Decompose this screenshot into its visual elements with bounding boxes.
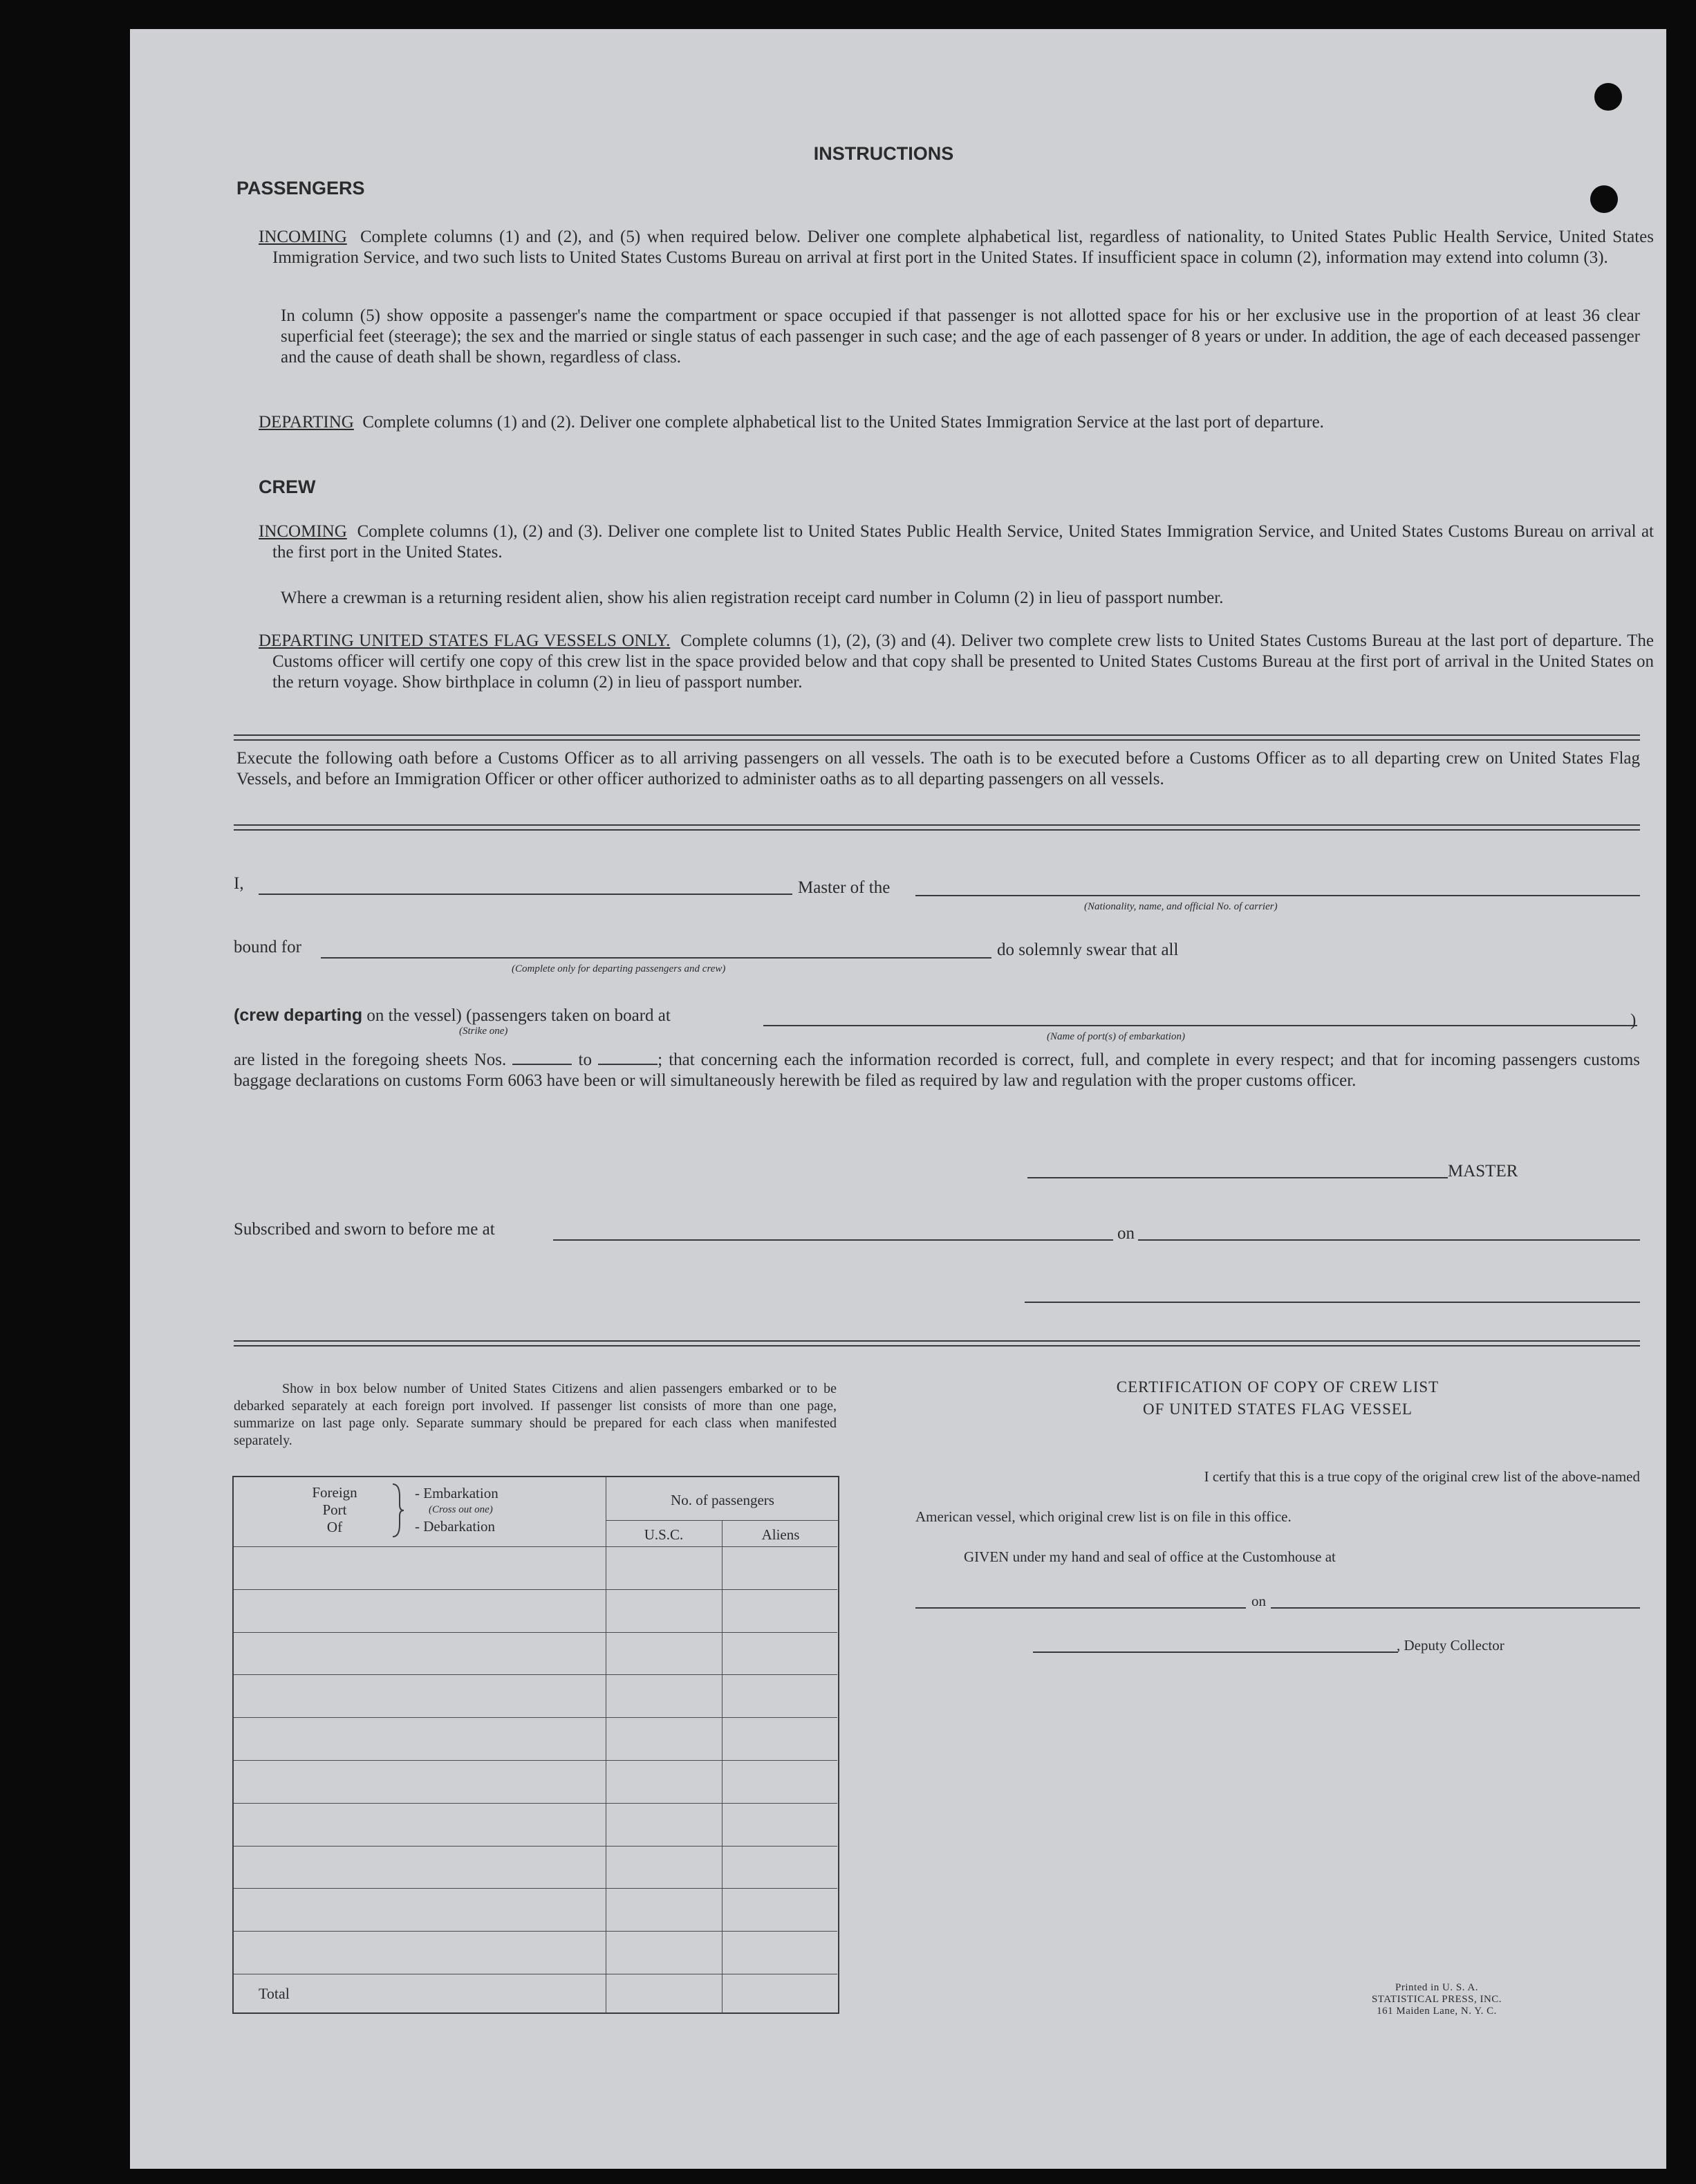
carrier-note: (Nationality, name, and official No. of carrier) — [1084, 901, 1278, 912]
crew-resident-paragraph: Where a crewman is a returning resident alien, show his alien registration receipt card number in Column (2) in lieu of passport number. — [281, 589, 1224, 607]
port-header-line-1: Foreign — [312, 1484, 357, 1501]
passengers-departing-label: DEPARTING — [259, 413, 354, 432]
on-vessel-text: on the vessel) — [366, 1006, 462, 1025]
port-col-header — [300, 1484, 369, 1536]
punch-hole-bottom — [1590, 185, 1618, 213]
master-of-the-label: Master of the — [798, 878, 891, 897]
passengers-incoming-text: Complete columns (1) and (2), and (5) when required below. Deliver one complete alphabetical list, regardless of nationality, to United States Public Health Service, United States Immigration Service, and two such lists to United States Customs Bureau on arrival at first port in the United States. If insufficient space in column (2), information may extend into column (3). — [272, 228, 1654, 267]
certification-date-field[interactable] — [1271, 1607, 1640, 1609]
aliens-header: Aliens — [761, 1526, 800, 1543]
total-label: Total — [259, 1985, 290, 2002]
strike-one-note: (Strike one) — [459, 1026, 508, 1037]
crew-incoming-text: Complete columns (1), (2) and (3). Deliver one complete list to United States Public Health Service, United States Immigration Service, and United States Customs Bureau on arrival at the first port in the United States. — [272, 522, 1655, 562]
certification-on-label: on — [1251, 1593, 1266, 1609]
oath-i-label: I, — [234, 874, 244, 893]
passenger-summary-table — [232, 1476, 839, 2014]
brace-icon — [391, 1483, 405, 1538]
crew-incoming-paragraph — [259, 521, 1654, 563]
master-name-field[interactable] — [259, 894, 792, 895]
sheet-from-field[interactable] — [512, 1051, 572, 1065]
passengers-column5-paragraph: In column (5) show opposite a passenger's name the compartment or space occupied if that passenger is not allotted space for his or her exclusive use in the proportion of at least 36 clear superficial feet (steerage); the sex and the married or single status of each passenger in such case; and the age of each passenger of 8 years or under. In addition, the age of each deceased passenger and the cause of death shall be shown, regardless of class. — [281, 306, 1640, 367]
port-header-line-2: Port — [322, 1501, 347, 1518]
summary-intro: Show in box below number of United States Citizens and alien passengers embarked or to be debarked separately at each foreign port involved. If passenger list consists of more than one page, summarize on last page only. Separate summary should be prepared for each class when manifested separately. — [234, 1381, 837, 1448]
certification-title-line-1: CERTIFICATION OF COPY OF CREW LIST — [1116, 1378, 1439, 1396]
divider-1 — [234, 734, 1640, 741]
subscribed-date-field[interactable] — [1138, 1239, 1640, 1241]
usc-header: U.S.C. — [644, 1526, 684, 1543]
punch-hole-top — [1594, 83, 1622, 111]
deputy-collector-label: , Deputy Collector — [1397, 1637, 1504, 1654]
swear-label: do solemnly swear that all — [997, 941, 1179, 959]
crew-departing-paragraph — [259, 631, 1654, 693]
page-title: INSTRUCTIONS — [813, 143, 954, 164]
table-row[interactable] — [234, 1760, 837, 1761]
crew-departing-option — [234, 1004, 671, 1027]
passengers-taken-text: (passengers taken on board at — [466, 1006, 671, 1025]
port-header-line-3: Of — [326, 1519, 343, 1535]
deputy-signature-field[interactable] — [1033, 1651, 1398, 1653]
no-passengers-header: No. of passengers — [671, 1492, 774, 1508]
embarkation-port-field[interactable] — [763, 1025, 1637, 1026]
passengers-departing-text: Complete columns (1) and (2). Deliver one complete alphabetical list to the United States Immigration Service at the last port of departure. — [362, 413, 1324, 432]
printer-line-1: Printed in U. S. A. — [1395, 1982, 1478, 1993]
close-paren: ) — [1630, 1011, 1637, 1030]
divider-3 — [234, 1340, 1640, 1347]
cross-out-note: (Cross out one) — [429, 1504, 493, 1515]
certify-line-1: I certify that this is a true copy of the original crew list of the above-named — [1204, 1468, 1640, 1485]
officer-signature-field[interactable] — [1025, 1302, 1640, 1303]
port-note: (Name of port(s) of embarkation) — [1047, 1031, 1185, 1042]
sheets-paragraph — [234, 1050, 1640, 1091]
subscribed-on-label: on — [1117, 1224, 1135, 1243]
table-row[interactable] — [234, 1717, 837, 1718]
crew-departing-text-bold: (crew departing — [234, 1006, 363, 1025]
printer-line-2: STATISTICAL PRESS, INC. — [1371, 1994, 1502, 2005]
table-row[interactable] — [234, 1888, 837, 1889]
certification-title — [1001, 1376, 1554, 1420]
divider-2 — [234, 824, 1640, 831]
certification-title-line-2: OF UNITED STATES FLAG VESSEL — [1143, 1400, 1413, 1418]
table-row[interactable] — [234, 1846, 837, 1847]
subscribed-label: Subscribed and sworn to before me at — [234, 1220, 495, 1239]
subscribed-place-field[interactable] — [553, 1239, 1113, 1241]
bound-for-field[interactable] — [321, 957, 991, 959]
master-signature-field[interactable] — [1027, 1177, 1448, 1178]
debarkation-label: - Debarkation — [415, 1518, 496, 1535]
table-row[interactable] — [234, 1803, 837, 1804]
embarkation-label: - Embarkation — [415, 1485, 498, 1501]
customhouse-field[interactable] — [915, 1607, 1246, 1609]
sheets-rest: ; that concerning each the information recorded is correct, full, and complete in every respect; and that for incoming passengers customs baggage declarations on customs Form 6063 have been or will simultaneously herewith be filed as required by law and regulation with the proper customs officer. — [234, 1051, 1641, 1090]
passengers-incoming-paragraph — [259, 227, 1654, 268]
printer-line-3: 161 Maiden Lane, N. Y. C. — [1377, 2006, 1497, 2017]
table-row[interactable] — [234, 1546, 837, 1547]
master-label: MASTER — [1448, 1162, 1518, 1181]
carrier-field[interactable] — [915, 895, 1640, 896]
oath-intro: Execute the following oath before a Customs Officer as to all arriving passengers on all vessels. The oath is to be executed before a Customs Officer as to all departing crew on United States Flag Vessels, and before an Immigration Officer or other officer authorized to administer oaths as to all departing passengers on all vessels. — [236, 749, 1640, 788]
passengers-departing-paragraph — [259, 412, 1654, 433]
passengers-incoming-label: INCOMING — [259, 228, 347, 246]
sheet-to-field[interactable] — [598, 1051, 658, 1065]
printer-imprint — [1305, 1982, 1568, 2017]
table-row[interactable] — [234, 1931, 837, 1932]
sheets-lead: are listed in the foregoing sheets Nos. — [234, 1051, 507, 1069]
table-row[interactable] — [234, 1589, 837, 1590]
bound-for-label: bound for — [234, 938, 301, 956]
passengers-heading: PASSENGERS — [236, 178, 365, 198]
to-label: to — [578, 1051, 592, 1069]
given-line: GIVEN under my hand and seal of office at the Customhouse at — [964, 1548, 1336, 1565]
crew-departing-label: DEPARTING UNITED STATES FLAG VESSELS ONLY. — [259, 631, 671, 650]
crew-departing-text: Complete columns (1), (2), (3) and (4). Deliver two complete crew lists to United States Customs Bureau at the last port of departure. The Customs officer will certify one copy of this crew list in the space provided below and that copy shall be presented to United States Customs Bureau at the first port of arrival in the United States on the return voyage. Show birthplace in column (2) in lieu of passport number. — [272, 631, 1654, 692]
table-col-divider-2 — [722, 1520, 723, 2013]
table-subhead-line — [606, 1520, 839, 1521]
table-row[interactable] — [234, 1674, 837, 1675]
form-page — [130, 29, 1666, 2169]
crew-incoming-label: INCOMING — [259, 522, 347, 541]
table-row[interactable] — [234, 1632, 837, 1633]
crew-heading: CREW — [259, 476, 316, 497]
bound-for-note: (Complete only for departing passengers and crew) — [512, 963, 726, 974]
certify-line-2: American vessel, which original crew list is on file in this office. — [915, 1508, 1292, 1525]
